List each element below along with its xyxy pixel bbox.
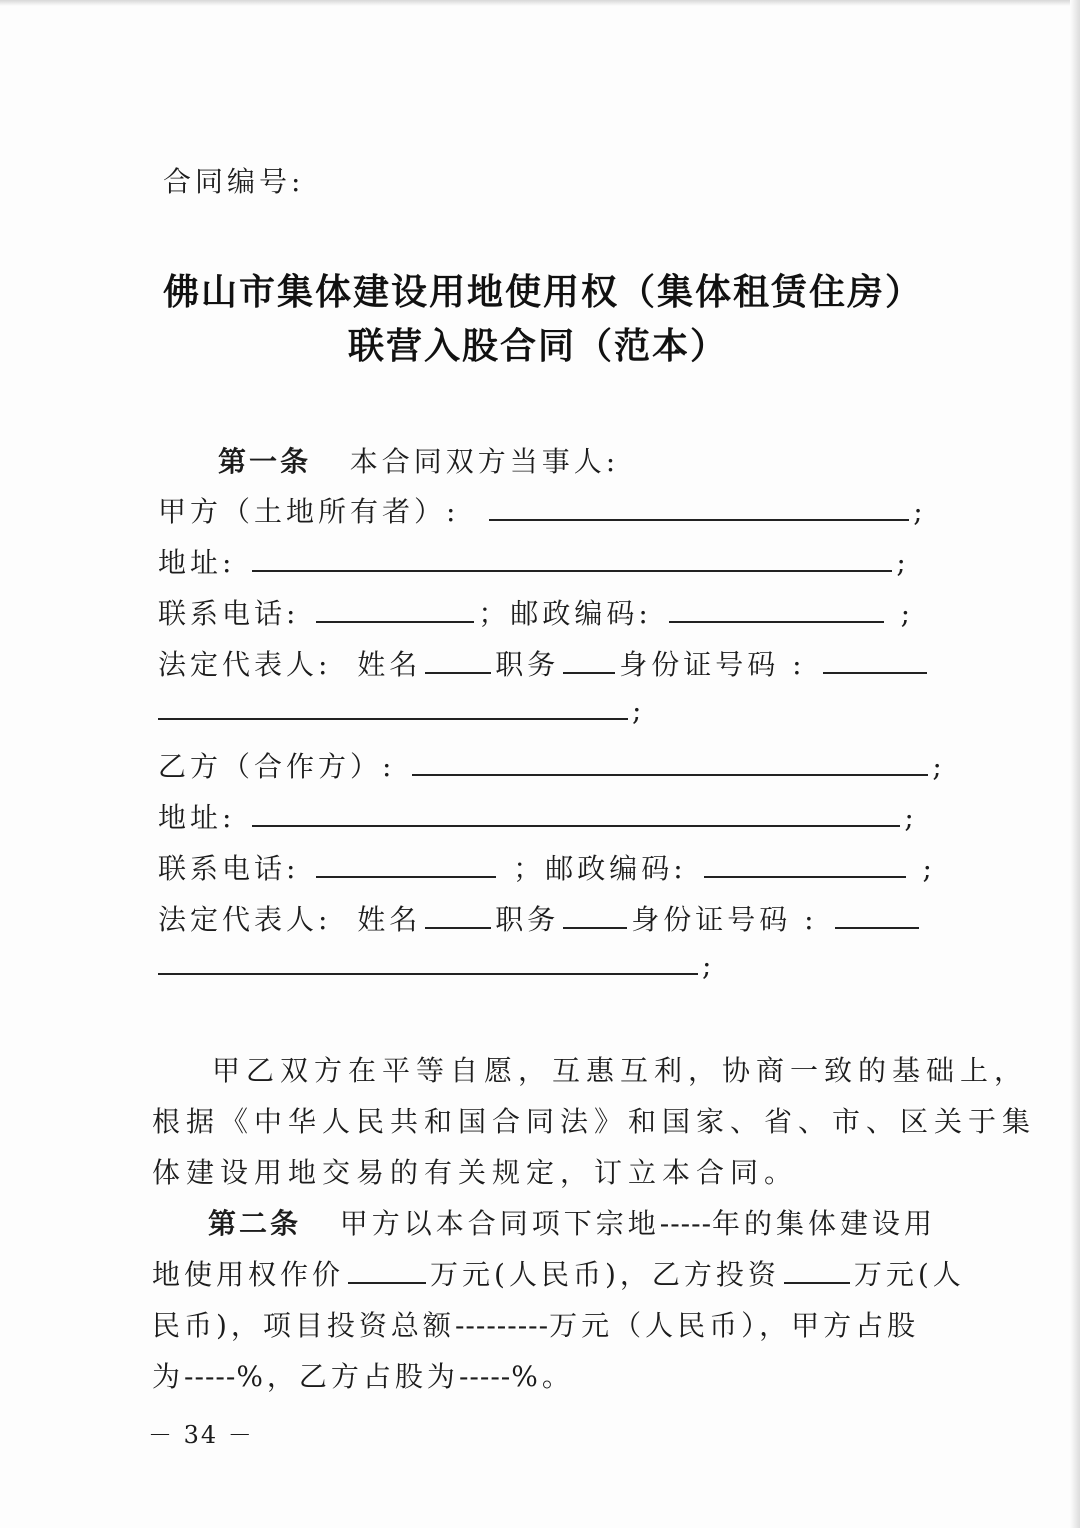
article-2-text: 万元(人民币)，乙方投资 bbox=[430, 1258, 780, 1291]
party-a-contact-line bbox=[158, 592, 914, 632]
semicolon: ; bbox=[922, 852, 936, 885]
party-a-rep-name-blank[interactable] bbox=[425, 648, 491, 674]
party-b-address-label: 地址: bbox=[158, 801, 236, 834]
scan-edge-right bbox=[1070, 0, 1080, 1528]
title-line-2: 联营入股合同（范本） bbox=[348, 325, 729, 367]
party-a-share-dashes[interactable]: ----- bbox=[184, 1360, 237, 1393]
party-a-rep-position-blank[interactable] bbox=[563, 648, 615, 674]
article-1-text: 本合同双方当事人: bbox=[349, 445, 620, 478]
party-b-postcode-blank[interactable] bbox=[704, 852, 906, 878]
article-2-text: %。 bbox=[511, 1360, 574, 1393]
title-line-1: 佛山市集体建设用地使用权（集体租赁住房） bbox=[163, 271, 924, 313]
party-a-phone-blank[interactable] bbox=[316, 597, 474, 623]
party-a-rep-label: 法定代表人: bbox=[158, 648, 332, 681]
term-years-dashes[interactable]: ----- bbox=[659, 1207, 713, 1240]
article-2-text: 地使用权作价 bbox=[152, 1258, 345, 1291]
article-2-heading: 第二条 bbox=[208, 1207, 302, 1240]
rep-position-label: 职务 bbox=[495, 648, 560, 681]
article-2-line-1 bbox=[208, 1202, 936, 1242]
party-b-rep-id-blank[interactable] bbox=[835, 903, 919, 929]
party-a-address-blank[interactable] bbox=[252, 546, 892, 572]
article-1-heading: 第一条 bbox=[218, 445, 312, 478]
article-2-line-3 bbox=[152, 1304, 919, 1344]
article-1-line bbox=[218, 440, 619, 480]
party-a-rep-id-blank-2[interactable] bbox=[158, 694, 628, 720]
party-b-contact-line bbox=[158, 847, 936, 887]
article-2-text: %，乙方占股为 bbox=[236, 1360, 459, 1393]
contract-number-label: 合同编号: bbox=[163, 165, 305, 198]
party-b-address-line bbox=[158, 796, 918, 836]
party-a-rep-line bbox=[158, 643, 931, 683]
semicolon: ; bbox=[932, 750, 946, 783]
party-a-postcode-blank[interactable] bbox=[669, 597, 884, 623]
party-b-phone-blank[interactable] bbox=[316, 852, 496, 878]
article-2-text: 万元（人民币），甲方占股 bbox=[549, 1309, 920, 1342]
article-2-text: 民币)，项目投资总额 bbox=[152, 1309, 455, 1342]
party-b-id-continued-line bbox=[158, 949, 715, 982]
party-b-rep-id-blank-2[interactable] bbox=[158, 949, 698, 975]
semicolon: ; bbox=[702, 949, 716, 982]
party-b-share-dashes[interactable]: ----- bbox=[458, 1360, 512, 1393]
preamble-line-2: 根据《中华人民共和国合同法》和国家、省、市、区关于集 bbox=[152, 1105, 1037, 1138]
preamble-line-1: 甲乙双方在平等自愿，互惠互利，协商一致的基础上， bbox=[212, 1054, 1029, 1087]
article-2-text: 甲方以本合同项下宗地 bbox=[339, 1207, 660, 1240]
rep-name-label: 姓名 bbox=[357, 903, 422, 936]
party-b-phone-label: 联系电话: bbox=[158, 852, 300, 885]
party-b-postcode-label: ；邮政编码: bbox=[513, 852, 687, 885]
land-value-blank[interactable] bbox=[348, 1258, 426, 1284]
party-a-rep-id-blank[interactable] bbox=[823, 648, 927, 674]
page-number: － 34 － bbox=[148, 1421, 254, 1449]
semicolon: ; bbox=[896, 546, 910, 579]
party-a-line bbox=[158, 490, 927, 530]
party-b-address-blank[interactable] bbox=[252, 801, 900, 827]
rep-id-label: 身份证号码 : bbox=[631, 903, 818, 936]
party-a-name-blank[interactable] bbox=[489, 495, 909, 521]
party-b-rep-line bbox=[158, 898, 923, 938]
semicolon: ; bbox=[632, 694, 646, 727]
party-a-id-continued-line bbox=[158, 694, 645, 727]
party-b-line bbox=[158, 745, 946, 785]
article-2-text: 年的集体建设用 bbox=[712, 1207, 937, 1240]
party-a-address-line bbox=[158, 541, 910, 581]
preamble-line-3: 体建设用地交易的有关规定，订立本合同。 bbox=[152, 1156, 799, 1189]
party-b-rep-label: 法定代表人: bbox=[158, 903, 332, 936]
party-a-address-label: 地址: bbox=[158, 546, 236, 579]
party-b-rep-position-blank[interactable] bbox=[563, 903, 627, 929]
party-b-rep-name-blank[interactable] bbox=[425, 903, 491, 929]
article-2-text: 为 bbox=[152, 1360, 185, 1393]
total-investment-dashes[interactable]: --------- bbox=[454, 1309, 550, 1342]
party-a-label: 甲方（土地所有者）: bbox=[158, 495, 460, 528]
rep-name-label: 姓名 bbox=[357, 648, 422, 681]
rep-id-label: 身份证号码 : bbox=[619, 648, 806, 681]
article-2-line-2 bbox=[152, 1253, 965, 1293]
party-a-postcode-label: ；邮政编码: bbox=[478, 597, 652, 630]
rep-position-label: 职务 bbox=[495, 903, 560, 936]
article-2-text: 万元(人 bbox=[853, 1258, 965, 1291]
party-b-label: 乙方（合作方）: bbox=[158, 750, 396, 783]
semicolon: ; bbox=[900, 597, 915, 630]
party-b-investment-blank[interactable] bbox=[784, 1258, 850, 1284]
semicolon: ; bbox=[904, 801, 918, 834]
party-a-phone-label: 联系电话: bbox=[158, 597, 300, 630]
semicolon: ; bbox=[913, 495, 927, 528]
party-b-name-blank[interactable] bbox=[412, 750, 928, 776]
article-2-line-4 bbox=[152, 1355, 574, 1395]
scan-edge-top bbox=[0, 0, 1080, 6]
